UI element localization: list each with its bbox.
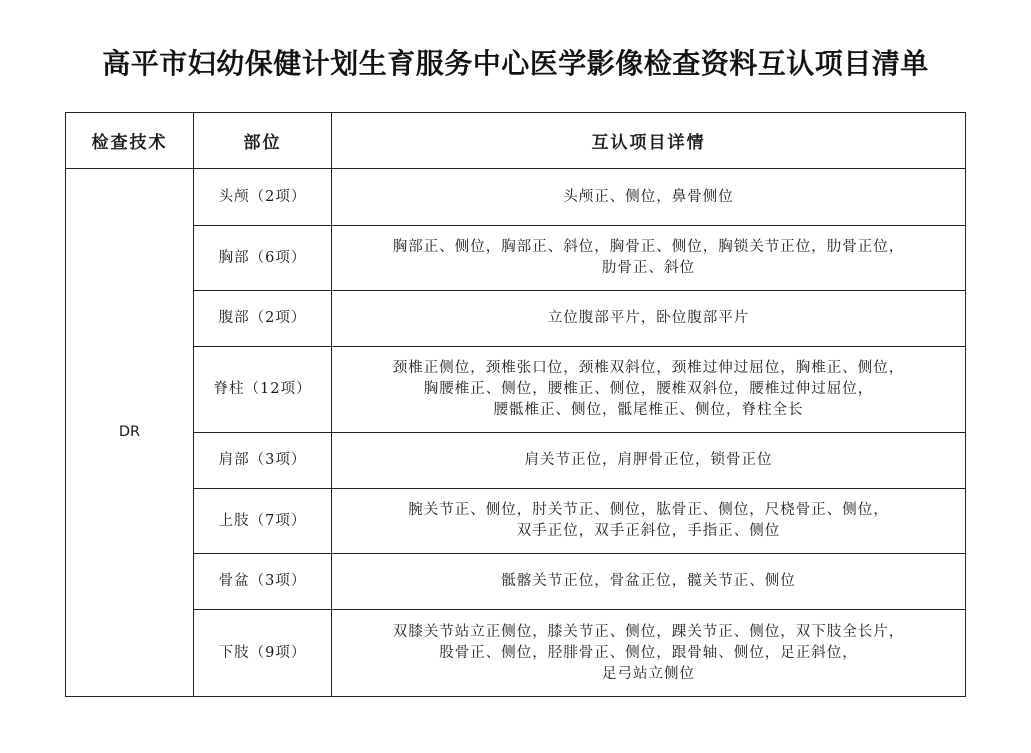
detail-cell [332, 226, 966, 291]
detail-line: 立位腹部平片，卧位腹部平片 [547, 310, 750, 326]
part-cell: 腹部（2项） [194, 291, 332, 347]
detail-line: 颈椎正侧位，颈椎张口位，颈椎双斜位，颈椎过伸过屈位，胸椎正、侧位， [392, 360, 905, 376]
table-row [66, 226, 966, 291]
detail-line: 肩关节正位，肩胛骨正位，锁骨正位 [524, 452, 773, 468]
detail-line: 肋骨正、斜位 [602, 260, 695, 276]
header-part: 部位 [194, 113, 332, 169]
table-row [66, 610, 966, 697]
table-row [66, 291, 966, 347]
page-title: 高平市妇幼保健计划生育服务中心医学影像检查资料互认项目清单 [102, 47, 929, 80]
detail-line: 胸部正、侧位，胸部正、斜位，胸骨正、侧位，胸锁关节正位，肋骨正位， [392, 239, 905, 255]
header-details: 互认项目详情 [332, 113, 966, 169]
part-cell: 胸部（6项） [194, 226, 332, 291]
detail-line: 双手正位，双手正斜位，手指正、侧位 [516, 523, 781, 539]
part-cell: 脊柱（12项） [194, 347, 332, 433]
table-row [66, 489, 966, 554]
technique-cell-dr: DR [66, 169, 194, 697]
detail-cell [332, 169, 966, 226]
detail-line: 腕关节正、侧位，肘关节正、侧位，肱骨正、侧位，尺桡骨正、侧位， [408, 502, 889, 518]
part-cell: 肩部（3项） [194, 433, 332, 489]
table-row [66, 433, 966, 489]
detail-line: 腰骶椎正、侧位，骶尾椎正、侧位，脊柱全长 [493, 402, 804, 418]
detail-cell [332, 433, 966, 489]
part-cell: 骨盆（3项） [194, 554, 332, 610]
detail-cell [332, 291, 966, 347]
mutual-recognition-table [65, 112, 966, 697]
detail-line: 股骨正、侧位，胫腓骨正、侧位，跟骨轴、侧位，足正斜位， [439, 644, 858, 661]
table-header-row [66, 113, 966, 169]
detail-line: 胸腰椎正、侧位，腰椎正、侧位，腰椎双斜位，腰椎过伸过屈位， [423, 381, 874, 397]
detail-line: 足弓站立侧位 [602, 665, 695, 682]
detail-cell [332, 610, 966, 697]
detail-line: 双膝关节站立正侧位，膝关节正、侧位，踝关节正、侧位，双下肢全长片， [392, 623, 905, 640]
table-row [66, 347, 966, 433]
detail-line: 骶髂关节正位，骨盆正位，髋关节正、侧位 [501, 573, 796, 589]
part-cell: 头颅（2项） [194, 169, 332, 226]
detail-cell [332, 554, 966, 610]
table-row [66, 169, 966, 226]
part-cell: 上肢（7项） [194, 489, 332, 554]
detail-cell [332, 347, 966, 433]
header-technique: 检查技术 [66, 113, 194, 169]
part-cell: 下肢（9项） [194, 610, 332, 697]
table-row [66, 554, 966, 610]
detail-cell [332, 489, 966, 554]
detail-line: 头颅正、侧位，鼻骨侧位 [563, 188, 734, 205]
